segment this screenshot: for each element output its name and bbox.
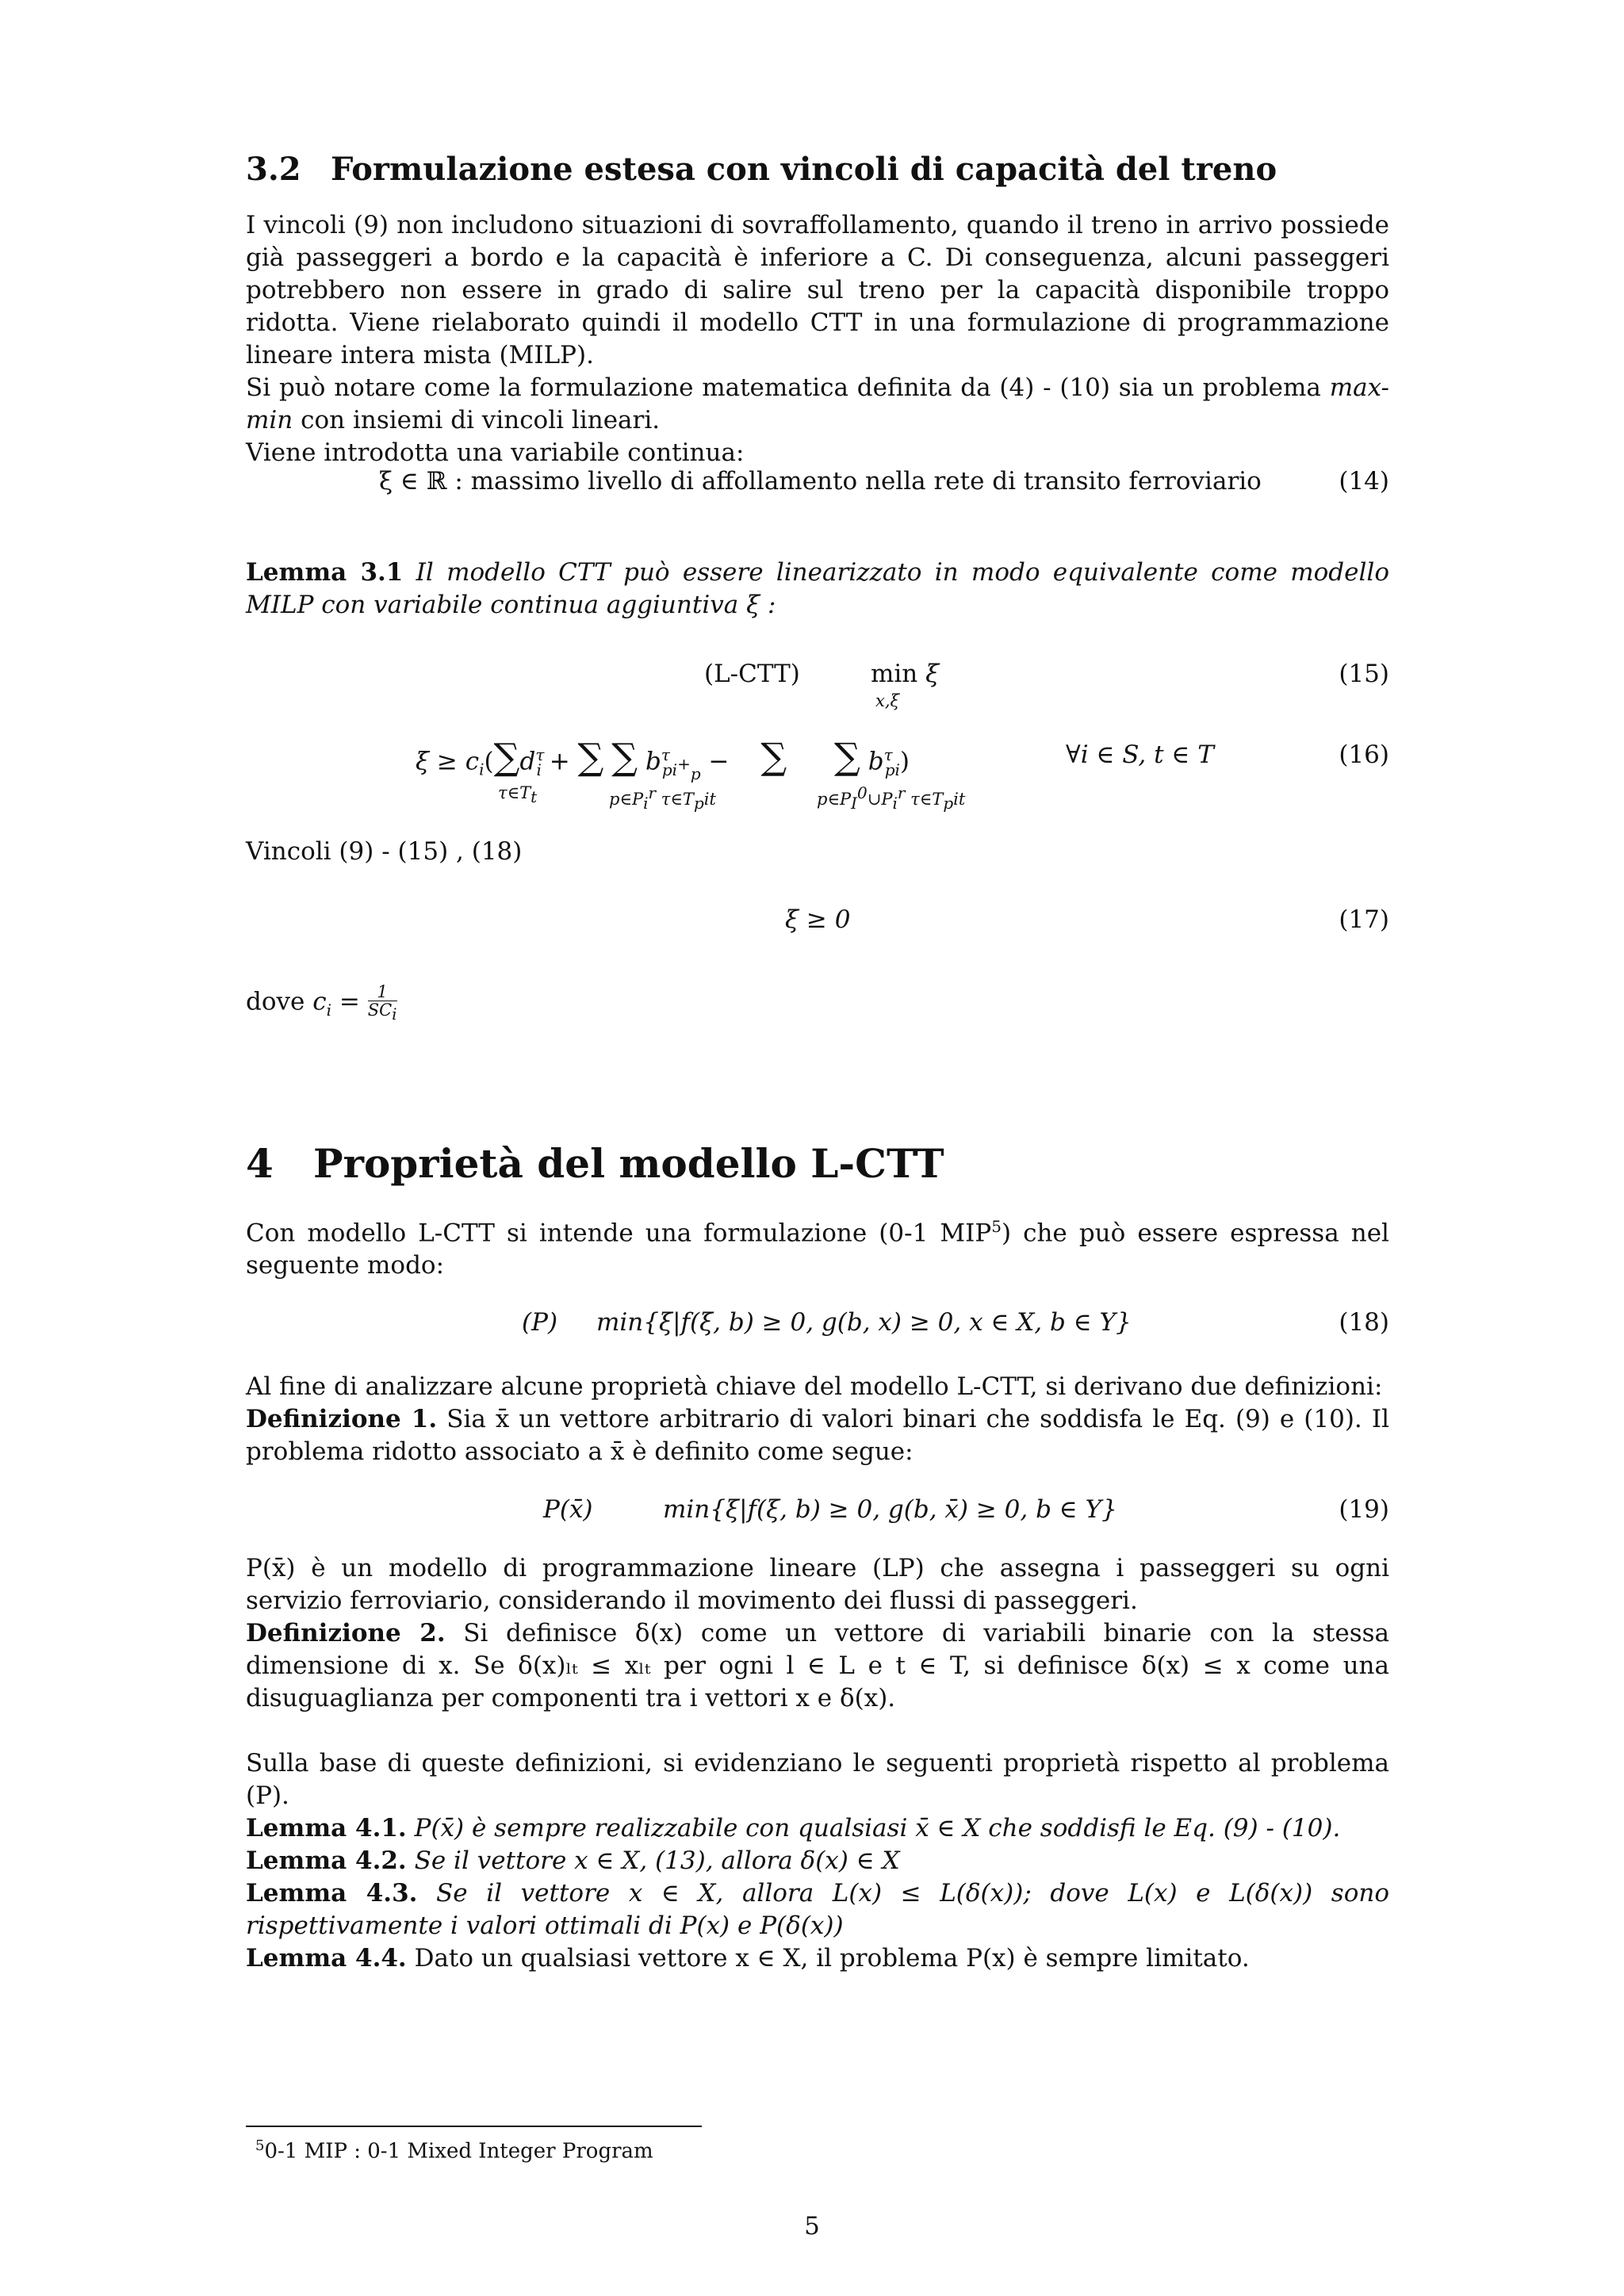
lemma-4-1 — [246, 1812, 1389, 1845]
section-title: Formulazione estesa con vincoli di capacità del treno — [331, 151, 1277, 188]
equation-15-label: (L-CTT) — [704, 660, 800, 688]
section-3-2-body — [246, 209, 1389, 469]
lemma-text: P(x̄) è sempre realizzabile con qualsiasi x̄ ∈ X che soddisfi le Eq. (9) - (10). — [406, 1814, 1341, 1843]
lemma-label: Lemma 4.1. — [246, 1814, 407, 1843]
paragraph — [246, 1211, 1389, 1282]
paragraph: P(x̄) è un modello di programmazione lineare (LP) che assegna i passeggeri su ogni servizio ferroviario, considerando il movimento dei flussi di passeggeri. — [246, 1554, 1389, 1615]
lemma-4-3 — [246, 1877, 1389, 1942]
paragraph: Viene introdotta una variabile continua: — [246, 438, 745, 467]
sum-subscript: $p\in P_I^0\cup P_i^r$ $\tau\in T_pit$ — [817, 783, 966, 813]
equation-number: (18) — [1339, 1308, 1389, 1337]
spacer — [246, 1715, 1389, 1747]
definition-text: Si definisce δ(x) come un vettore di variabili binarie con la stessa dimensione di x. Se δ(x)ₗₜ ≤ xₗₜ per ogni l ∈ L e t ∈ T, si definisce δ(x) ≤ x come una disuguaglianza per componenti tra i vettori x e δ(x). — [246, 1619, 1390, 1712]
equation-number: (14) — [1339, 467, 1389, 496]
lemma-3-1 — [246, 557, 1389, 622]
lemma-paragraph — [246, 557, 1389, 622]
equation-number: (19) — [1339, 1495, 1389, 1524]
footnote-rule — [246, 2126, 702, 2127]
footnote-mark: 5 — [991, 1217, 1002, 1236]
footnote-text: 0-1 MIP : 0-1 Mixed Integer Program — [264, 2139, 653, 2164]
paragraph — [246, 372, 1389, 437]
constraints-reference: Vincoli (9) - (15) , (18) — [246, 837, 523, 866]
definition-ci: dove $c_i$ = 1 $SC_i$ — [246, 982, 397, 1024]
lemma-text: Il modello CTT può essere linearizzato in modo equivalente come modello MILP con variabile continua aggiuntiva ξ : — [246, 558, 1389, 619]
text: Con modello L-CTT si intende una formulazione (0-1 MIP — [246, 1219, 992, 1248]
definition-text: Sia x̄ un vettore arbitrario di valori binari che soddisfa le Eq. (9) e (10). Il problema ridotto associato a x̄ è definito come segue: — [246, 1405, 1389, 1466]
sum-subscript: $p\in P_i^r$ $\tau\in T_pit$ — [609, 783, 716, 813]
section-heading — [246, 151, 1389, 188]
page-number: 5 — [804, 2212, 820, 2241]
paragraph: Al fine di analizzare alcune proprietà chiave del modello L-CTT, si derivano due definizioni: — [246, 1372, 1383, 1401]
equation-19-label: P(x̄) — [543, 1495, 593, 1524]
equation-14: ξ ∈ ℝ : massimo livello di affollamento nella rete di transito ferroviario — [379, 467, 1262, 496]
lemma-label: Lemma 4.4. — [246, 1944, 407, 1973]
equation-17: ξ ≥ 0 — [785, 905, 851, 934]
min-operator: min — [871, 660, 918, 688]
equation-18: min{ξ|f(ξ, b) ≥ 0, g(b, x) ≥ 0, x ∈ X, b ∈ Y} — [596, 1308, 1132, 1337]
lemma-4-2 — [246, 1845, 1389, 1877]
definition-2 — [246, 1617, 1389, 1715]
text: dove — [246, 987, 305, 1016]
section-3-2 — [246, 151, 1389, 188]
section-4-body — [246, 1552, 1389, 1975]
definition-label: Definizione 1. — [246, 1405, 438, 1433]
section-4-intro — [246, 1211, 1389, 1282]
definitions — [246, 1371, 1389, 1468]
lemma-text: Se il vettore x ∈ X, allora L(x) ≤ L(δ(x)); dove L(x) e L(δ(x)) sono rispettivamente i valori ottimali di P(x) e P(δ(x)) — [246, 1879, 1389, 1940]
section-heading — [246, 1140, 1389, 1187]
text: ) che può essere espressa nel seguente modo: — [246, 1219, 1389, 1280]
section-number: 4 — [246, 1140, 274, 1187]
lemma-label: Lemma 4.2. — [246, 1846, 407, 1875]
definition-1 — [246, 1403, 1389, 1468]
lemma-label: Lemma 4.3. — [246, 1879, 418, 1908]
lemma-text: Dato un qualsiasi vettore x ∈ X, il problema P(x) è sempre limitato. — [406, 1944, 1250, 1973]
lemma-label: Lemma 3.1 — [246, 558, 404, 587]
definition-label: Definizione 2. — [246, 1619, 446, 1647]
sum-subscript: $\tau\in T_t$ — [498, 783, 538, 807]
min-subscript: x,ξ — [875, 691, 900, 710]
variable: ξ — [925, 660, 940, 688]
text: Si può notare come la formulazione matematica definita da (4) - (10) sia un problema — [246, 373, 1330, 402]
equation-16: $\xi \ge c_i(\sum d^\tau_i$ + ∑ ∑ $b^\tau_{pi^+_p}$ − ∑ ∑ $b^\tau_{pi}$) — [416, 735, 910, 783]
paragraph: Sulla base di queste definizioni, si evidenziano le seguenti proprietà rispetto al problema (P). — [246, 1749, 1389, 1810]
footnote-mark: 5 — [255, 2137, 265, 2154]
section-number: 3.2 — [246, 151, 301, 188]
equation-number: (17) — [1339, 905, 1389, 934]
paragraph: I vincoli (9) non includono situazioni di sovraffollamento, quando il treno in arrivo possiede già passeggeri a bordo e la capacità è inferiore a C. Di conseguenza, alcuni passeggeri potrebbero non essere in grado di salire sul treno per la capacità disponibile troppo ridotta. Viene rielaborato quindi il modello CTT in una formulazione di programmazione lineare intera mista (MILP). — [246, 211, 1389, 369]
equation-16-forall: ∀i ∈ S, t ∈ T — [1066, 740, 1214, 769]
equation-18-label: (P) — [522, 1308, 558, 1337]
lemma-text: Se il vettore x ∈ X, (13), allora δ(x) ∈ X — [406, 1846, 900, 1875]
equation-number: (16) — [1339, 740, 1389, 769]
footnote — [255, 2137, 653, 2164]
equation-number: (15) — [1339, 660, 1389, 688]
text: con insiemi di vincoli lineari. — [293, 406, 661, 434]
section-title: Proprietà del modello L-CTT — [313, 1140, 944, 1187]
equation-19: min{ξ|f(ξ, b) ≥ 0, g(b, x̄) ≥ 0, b ∈ Y} — [663, 1495, 1117, 1524]
emphasis: max-min — [246, 373, 1389, 434]
section-4 — [246, 1140, 1389, 1187]
lemma-4-4 — [246, 1942, 1389, 1975]
